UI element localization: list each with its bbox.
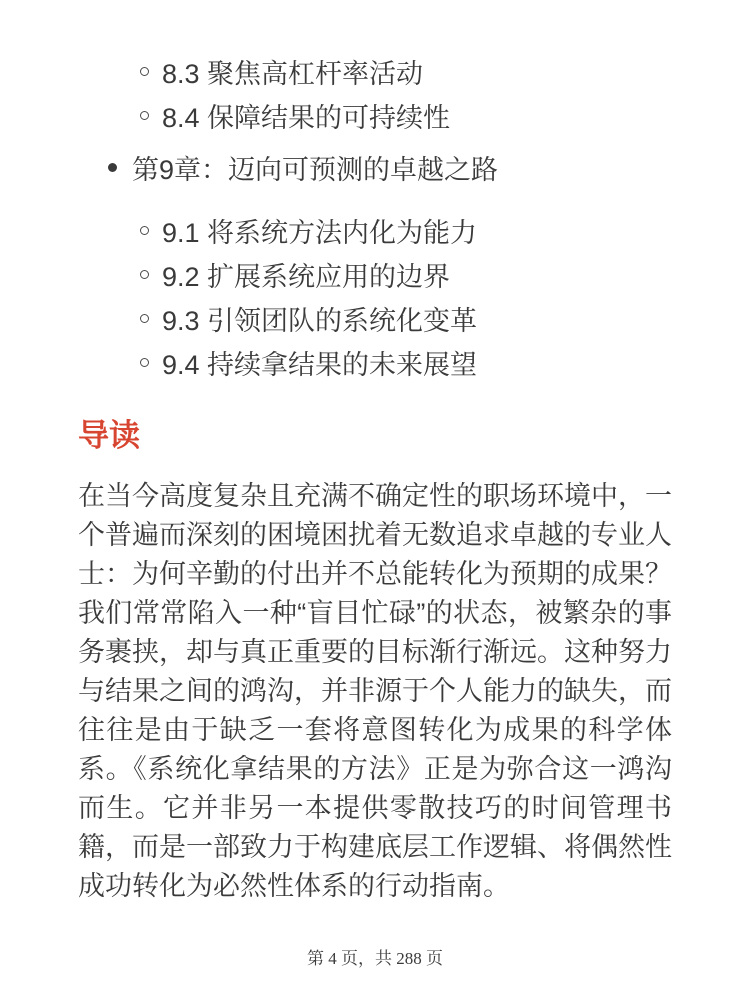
- toc-subitem-8-3: [140, 49, 672, 93]
- hollow-circle-bullet-icon: [140, 270, 149, 279]
- hollow-circle-bullet-icon: [140, 226, 149, 235]
- toc-subitem-label: 8.3 聚焦高杠杆率活动: [162, 58, 424, 89]
- hollow-circle-bullet-icon: [140, 111, 149, 120]
- toc-subitem-label: 9.1 将系统方法内化为能力: [162, 217, 478, 248]
- toc-chapter-9: [108, 145, 672, 189]
- hollow-circle-bullet-icon: [140, 314, 149, 323]
- toc-chapter-label: 第9章：迈向可预测的卓越之路: [132, 154, 499, 185]
- toc-subitem-label: 8.4 保障结果的可持续性: [162, 102, 451, 133]
- filled-circle-bullet-icon: [108, 163, 117, 172]
- toc-subitem-9-1: [140, 208, 672, 252]
- toc-subitem-label: 9.4 持续拿结果的未来展望: [162, 349, 478, 380]
- hollow-circle-bullet-icon: [140, 358, 149, 367]
- toc-subitem-label: 9.3 引领团队的系统化变革: [162, 305, 478, 336]
- intro-paragraph: 在当今高度复杂且充满不确定性的职场环境中，一个普遍而深刻的困境困扰着无数追求卓越的专业人士：为何辛勤的付出并不总能转化为预期的成果？我们常常陷入一种“盲目忙碌”的状态，被繁杂的事务裹挟，却与真正重要的目标渐行渐远。这种努力与结果之间的鸿沟，并非源于个人能力的缺失，而往往是由于缺乏一套将意图转化为成果的科学体系。《系统化拿结果的方法》正是为弥合这一鸿沟而生。它并非另一本提供零散技巧的时间管理书籍，而是一部致力于构建底层工作逻辑、将偶然性成功转化为必然性体系的行动指南。: [78, 481, 672, 901]
- toc-subitem-9-4: [140, 340, 672, 384]
- toc-subitem-8-4: [140, 93, 672, 137]
- section-heading: 导读: [78, 418, 140, 453]
- hollow-circle-bullet-icon: [140, 67, 149, 76]
- toc-subitem-9-2: [140, 252, 672, 296]
- page-number-indicator: 第 4 页，共 288 页: [307, 949, 443, 968]
- toc-subitem-label: 9.2 扩展系统应用的边界: [162, 261, 451, 292]
- toc-subitem-9-3: [140, 296, 672, 340]
